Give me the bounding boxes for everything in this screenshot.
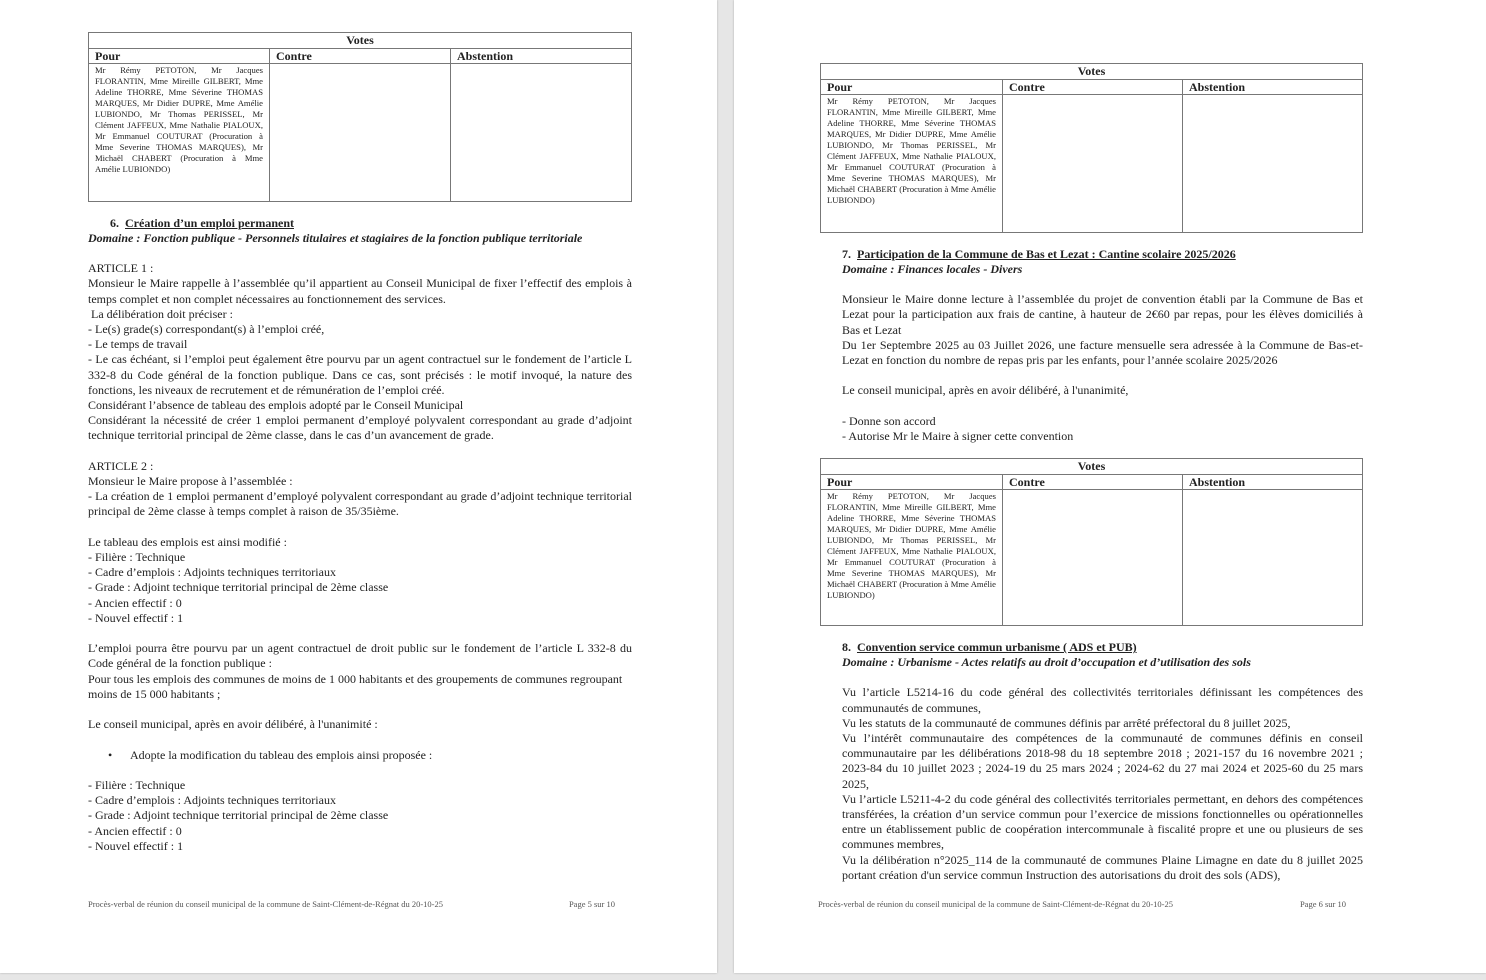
communes-text: Pour tous les emplois des communes de moins de 1 000 habitants et des groupements de communes regroupant moins de 15 000 habitants ; — [88, 671, 623, 701]
footer-title: Procès-verbal de réunion du conseil municipal de la commune de Saint-Clément-de-Régnat du 20-10-25 — [88, 899, 444, 909]
votes-pour-names: Mr Rémy PETOTON, Mr Jacques FLORANTIN, Mme Mireille GILBERT, Mme Adeline THORRE, Mme Séverine THOMAS MARQUES, Mr Didier DUPRE, Mme Amélie LUBIONDO, Mr Thomas PERISSEL, Mr Clément JAFFEUX, Mme Nathalie PIALOUX, Mr Emmanuel COUTURAT (Procuration à Mme Severine THOMAS MARQUES), Mr Michaël CHABERT (Procuration à Mme Amélie LUBIONDO) — [821, 95, 1003, 233]
votes-col-contre: Contre — [1003, 80, 1183, 95]
votes-abstention-cell — [1183, 490, 1363, 626]
section-number: 6. — [110, 216, 119, 230]
article-1-line: Considérant l’absence de tableau des emplois adopté par le Conseil Municipal — [88, 398, 464, 413]
votes-col-abstention: Abstention — [1183, 475, 1363, 490]
section-7-domain: Domaine : Finances locales - Divers — [842, 262, 1023, 276]
votes-table — [820, 63, 1363, 233]
tableau-item: - Filière : Technique — [88, 550, 186, 565]
tableau-item: - Grade : Adjoint technique territorial principal de 2ème classe — [88, 580, 389, 595]
page-5-content — [88, 32, 632, 854]
adopte-bullet-item — [88, 748, 632, 763]
section-7-title — [820, 247, 1363, 262]
footer-page-number: Page 5 sur 10 — [568, 899, 615, 909]
section-8-vu: Vu la délibération n°2025_114 de la communauté de communes Plaine Limagne en date du 8 juillet 2025 portant création d'un service commun Instruction des autorisations du droit des sols (ADS), — [842, 852, 1363, 882]
votes-table — [88, 32, 632, 202]
votes-col-pour: Pour — [89, 49, 270, 64]
section-8-domain: Domaine : Urbanisme - Actes relatifs au droit d’occupation et d’utilisation des sols — [842, 655, 1251, 670]
adopte-bullet-text: Adopte la modification du tableau des emplois ainsi proposée : — [130, 747, 433, 762]
votes-title: Votes — [89, 33, 632, 49]
section-title-text: Création d’un emploi permanent — [125, 216, 294, 230]
article-1-heading: ARTICLE 1 : — [88, 261, 154, 276]
votes-pour-names: Mr Rémy PETOTON, Mr Jacques FLORANTIN, Mme Mireille GILBERT, Mme Adeline THORRE, Mme Séverine THOMAS MARQUES, Mr Didier DUPRE, Mme Amélie LUBIONDO, Mr Thomas PERISSEL, Mr Clément JAFFEUX, Mme Nathalie PIALOUX, Mr Emmanuel COUTURAT (Procuration à Mme Severine THOMAS MARQUES), Mr Michaël CHABERT (Procuration à Mme Amélie LUBIONDO) — [821, 490, 1003, 626]
votes-col-pour: Pour — [821, 80, 1003, 95]
votes-contre-cell — [270, 64, 451, 202]
section-7-decision: - Autorise Mr le Maire à signer cette convention — [842, 428, 1074, 443]
contractuel-text: L’emploi pourra être pourvu par un agent contractuel de droit public sur le fondement de l’article L 332-8 du Code général de la fonction publique : — [88, 641, 632, 671]
section-6-domain: Domaine : Fonction publique - Personnels titulaires et stagiaires de la fonction publique territoriale — [88, 231, 583, 245]
section-title-text: Convention service commun urbanisme ( ADS et PUB) — [857, 640, 1137, 655]
footer-title: Procès-verbal de réunion du conseil municipal de la commune de Saint-Clément-de-Régnat du 20-10-25 — [818, 899, 1174, 909]
page-5-footer — [88, 899, 615, 909]
tableau-item: - Cadre d’emplois : Adjoints techniques territoriaux — [88, 565, 336, 580]
section-8-vu: Vu les statuts de la communauté de communes définis par arrêté préfectoral du 8 juillet 2025, — [842, 715, 1291, 730]
votes-col-contre: Contre — [270, 49, 451, 64]
section-7-para: Monsieur le Maire donne lecture à l’assemblée du projet de convention établi par la Commune de Bas et Lezat pour la participation aux frais de cantine, à hauteur de 2€60 par repas, pour les élèves domiciliés à Bas et Lezat — [842, 292, 1363, 337]
article-2-heading: ARTICLE 2 : — [88, 458, 154, 473]
footer-page-number: Page 6 sur 10 — [1299, 899, 1346, 909]
section-8-vu: Vu l’article L5211-4-2 du code général des collectivités territoriales permettant, en dehors des compétences transférées, la création d’un service commun pour l’exercice de missions fonctionnelles ou opérationnelles entre un établissement public de coopération intercommunale à fiscalité propre et une ou plusieurs de ses communes membres, — [842, 791, 1363, 852]
section-number: 7. — [842, 247, 851, 261]
conseil-text: Le conseil municipal, après en avoir délibéré, à l'unanimité : — [88, 717, 378, 732]
article-1-line: La délibération doit préciser : — [88, 306, 233, 321]
votes-title: Votes — [821, 459, 1363, 475]
article-1-line: - Le temps de travail — [88, 337, 188, 352]
bullet-dot-icon: • — [108, 747, 113, 762]
article-1-line: Considérant la nécessité de créer 1 emploi permanent d’employé polyvalent correspondant au grade d’adjoint technique territorial principal de 2ème classe, dans le cas d’un avancement de grade. — [88, 413, 632, 443]
article-1-line: Monsieur le Maire rappelle à l’assemblée qu’il appartient au Conseil Municipal de fixer l’effectif des emplois à temps complet et non complet nécessaires au fonctionnement des services. — [88, 276, 632, 306]
votes-table — [820, 458, 1363, 626]
tableau-intro: Le tableau des emplois est ainsi modifié : — [88, 534, 287, 549]
adopte-item: - Grade : Adjoint technique territorial principal de 2ème classe — [88, 808, 389, 823]
section-8-vu: Vu l’intérêt communautaire des compétences de la communauté de communes définis en conseil communautaire par les délibérations 2018-98 du 18 septembre 2018 ; 2021-157 du 16 novembre 2021 ; 2023-84 du 10 juillet 2023 ; 2024-19 du 25 mars 2024 ; 2024-62 du 27 mai 2024 et 2025-60 du 25 mars 2025, — [842, 730, 1363, 791]
page-6-content — [820, 63, 1363, 883]
article-2-text: - La création de 1 emploi permanent d’employé polyvalent correspondant au grade d’adjoint technique territorial principal de 2ème classe à temps complet à raison de 35/35ième. — [88, 489, 632, 519]
votes-col-pour: Pour — [821, 475, 1003, 490]
page-6-footer — [818, 899, 1346, 909]
section-7-decision: - Donne son accord — [842, 413, 936, 428]
section-6-title — [88, 216, 632, 231]
document-page-5 — [0, 0, 717, 973]
votes-title: Votes — [821, 64, 1363, 80]
article-2-intro: Monsieur le Maire propose à l’assemblée : — [88, 474, 293, 489]
section-number: 8. — [842, 640, 851, 655]
article-1-line: - Le(s) grade(s) correspondant(s) à l’emploi créé, — [88, 322, 325, 336]
votes-abstention-cell — [1183, 95, 1363, 233]
votes-contre-cell — [1003, 95, 1183, 233]
votes-col-abstention: Abstention — [451, 49, 632, 64]
votes-contre-cell — [1003, 490, 1183, 626]
article-1-line: - Le cas échéant, si l’emploi peut également être pourvu par un agent contractuel sur le fondement de l’article L 332-8 du Code général de la fonction publique. Dans ce cas, sont précisés : le motif invoqué, la nature des fonctions, les niveaux de recrutement et de rémunération de l’emploi créé. — [88, 352, 632, 397]
votes-pour-names: Mr Rémy PETOTON, Mr Jacques FLORANTIN, Mme Mireille GILBERT, Mme Adeline THORRE, Mme Séverine THOMAS MARQUES, Mr Didier DUPRE, Mme Amélie LUBIONDO, Mr Thomas PERISSEL, Mr Clément JAFFEUX, Mme Nathalie PIALOUX, Mr Emmanuel COUTURAT (Procuration à Mme Severine THOMAS MARQUES), Mr Michaël CHABERT (Procuration à Mme Amélie LUBIONDO) — [89, 64, 270, 202]
section-8-title — [820, 640, 1363, 655]
votes-abstention-cell — [451, 64, 632, 202]
section-title-text: Participation de la Commune de Bas et Lezat : Cantine scolaire 2025/2026 — [857, 247, 1236, 261]
tableau-item: - Ancien effectif : 0 — [88, 595, 182, 610]
adopte-item: - Cadre d’emplois : Adjoints techniques territoriaux — [88, 793, 336, 808]
votes-col-contre: Contre — [1003, 475, 1183, 490]
adopte-item: - Filière : Technique — [88, 778, 186, 792]
adopte-item: - Nouvel effectif : 1 — [88, 838, 184, 853]
section-8-vu: Vu l’article L5214-16 du code général des collectivités territoriales définissant les compétences des communautés de communes, — [842, 685, 1363, 715]
adopte-item: - Ancien effectif : 0 — [88, 823, 182, 838]
document-page-6 — [734, 0, 1486, 973]
tableau-item: - Nouvel effectif : 1 — [88, 610, 184, 625]
section-7-conseil-text: Le conseil municipal, après en avoir délibéré, à l'unanimité, — [842, 383, 1129, 398]
section-7-para: Du 1er Septembre 2025 au 03 Juillet 2026, une facture mensuelle sera adressée à la Commune de Bas-et-Lezat en fonction du nombre de repas pris par les enfants, pour l’année scolaire 2025/2026 — [842, 337, 1363, 367]
votes-col-abstention: Abstention — [1183, 80, 1363, 95]
